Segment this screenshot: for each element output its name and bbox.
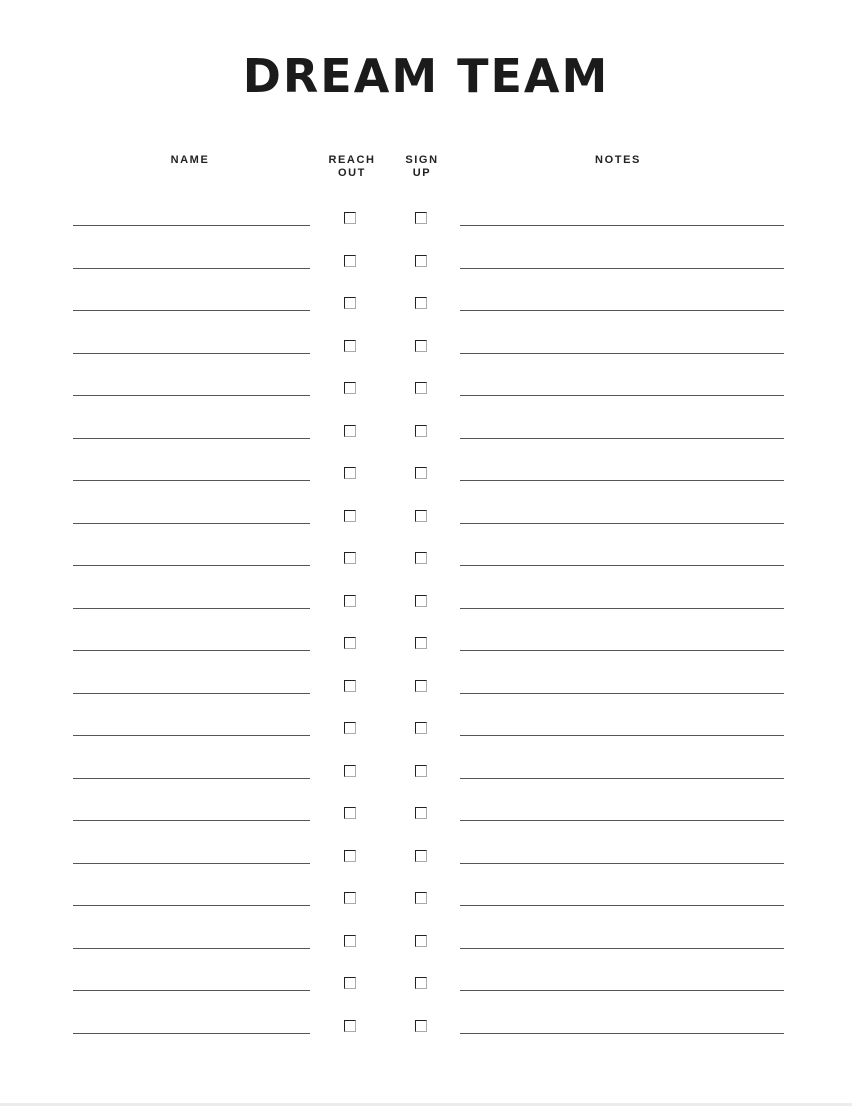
sign-up-checkbox[interactable]: [415, 467, 427, 479]
notes-field[interactable]: [460, 863, 784, 864]
name-field[interactable]: [73, 268, 310, 269]
sign-up-checkbox[interactable]: [415, 1020, 427, 1032]
sign-up-checkbox[interactable]: [415, 552, 427, 564]
column-header-sign-up-line2: UP: [412, 167, 432, 179]
sign-up-checkbox[interactable]: [415, 892, 427, 904]
column-header-name-label: NAME: [170, 154, 210, 166]
reach-out-checkbox[interactable]: [344, 765, 356, 777]
column-header-name: [140, 154, 240, 167]
reach-out-checkbox[interactable]: [344, 255, 356, 267]
name-field[interactable]: [73, 693, 310, 694]
reach-out-checkbox[interactable]: [344, 510, 356, 522]
name-field[interactable]: [73, 523, 310, 524]
reach-out-checkbox[interactable]: [344, 807, 356, 819]
name-field[interactable]: [73, 565, 310, 566]
column-header-notes: [568, 154, 668, 167]
sign-up-checkbox[interactable]: [415, 425, 427, 437]
column-header-notes-label: NOTES: [595, 154, 641, 166]
column-header-reach-out-line2: OUT: [337, 167, 367, 179]
notes-field[interactable]: [460, 523, 784, 524]
reach-out-checkbox[interactable]: [344, 637, 356, 649]
reach-out-checkbox[interactable]: [344, 1020, 356, 1032]
sign-up-checkbox[interactable]: [415, 510, 427, 522]
name-field[interactable]: [73, 820, 310, 821]
column-header-reach-out-line1: REACH: [328, 154, 376, 166]
sign-up-checkbox[interactable]: [415, 212, 427, 224]
reach-out-checkbox[interactable]: [344, 297, 356, 309]
name-field[interactable]: [73, 990, 310, 991]
sign-up-checkbox[interactable]: [415, 850, 427, 862]
notes-field[interactable]: [460, 650, 784, 651]
notes-field[interactable]: [460, 268, 784, 269]
sign-up-checkbox[interactable]: [415, 340, 427, 352]
name-field[interactable]: [73, 863, 310, 864]
sign-up-checkbox[interactable]: [415, 255, 427, 267]
notes-field[interactable]: [460, 480, 784, 481]
column-header-sign-up-line1: SIGN: [405, 154, 439, 166]
notes-field[interactable]: [460, 693, 784, 694]
sign-up-checkbox[interactable]: [415, 977, 427, 989]
name-field[interactable]: [73, 310, 310, 311]
reach-out-checkbox[interactable]: [344, 212, 356, 224]
page-title: DREAM TEAM: [242, 49, 610, 103]
sign-up-checkbox[interactable]: [415, 595, 427, 607]
name-field[interactable]: [73, 905, 310, 906]
sign-up-checkbox[interactable]: [415, 382, 427, 394]
reach-out-checkbox[interactable]: [344, 935, 356, 947]
name-field[interactable]: [73, 735, 310, 736]
notes-field[interactable]: [460, 353, 784, 354]
notes-field[interactable]: [460, 608, 784, 609]
notes-field[interactable]: [460, 778, 784, 779]
sign-up-checkbox[interactable]: [415, 297, 427, 309]
name-field[interactable]: [73, 608, 310, 609]
sign-up-checkbox[interactable]: [415, 637, 427, 649]
reach-out-checkbox[interactable]: [344, 425, 356, 437]
reach-out-checkbox[interactable]: [344, 892, 356, 904]
column-header-sign-up: [394, 154, 450, 180]
reach-out-checkbox[interactable]: [344, 977, 356, 989]
name-field[interactable]: [73, 480, 310, 481]
notes-field[interactable]: [460, 735, 784, 736]
name-field[interactable]: [73, 778, 310, 779]
name-field[interactable]: [73, 650, 310, 651]
notes-field[interactable]: [460, 905, 784, 906]
reach-out-checkbox[interactable]: [344, 552, 356, 564]
reach-out-checkbox[interactable]: [344, 382, 356, 394]
name-field[interactable]: [73, 353, 310, 354]
column-header-reach-out: [322, 154, 382, 180]
reach-out-checkbox[interactable]: [344, 722, 356, 734]
sign-up-checkbox[interactable]: [415, 722, 427, 734]
notes-field[interactable]: [460, 1033, 784, 1034]
sign-up-checkbox[interactable]: [415, 935, 427, 947]
name-field[interactable]: [73, 1033, 310, 1034]
sign-up-checkbox[interactable]: [415, 765, 427, 777]
reach-out-checkbox[interactable]: [344, 340, 356, 352]
notes-field[interactable]: [460, 395, 784, 396]
notes-field[interactable]: [460, 820, 784, 821]
notes-field[interactable]: [460, 990, 784, 991]
name-field[interactable]: [73, 948, 310, 949]
name-field[interactable]: [73, 225, 310, 226]
reach-out-checkbox[interactable]: [344, 680, 356, 692]
sign-up-checkbox[interactable]: [415, 807, 427, 819]
notes-field[interactable]: [460, 225, 784, 226]
notes-field[interactable]: [460, 438, 784, 439]
name-field[interactable]: [73, 395, 310, 396]
reach-out-checkbox[interactable]: [344, 850, 356, 862]
notes-field[interactable]: [460, 565, 784, 566]
name-field[interactable]: [73, 438, 310, 439]
sign-up-checkbox[interactable]: [415, 680, 427, 692]
reach-out-checkbox[interactable]: [344, 595, 356, 607]
notes-field[interactable]: [460, 948, 784, 949]
reach-out-checkbox[interactable]: [344, 467, 356, 479]
notes-field[interactable]: [460, 310, 784, 311]
